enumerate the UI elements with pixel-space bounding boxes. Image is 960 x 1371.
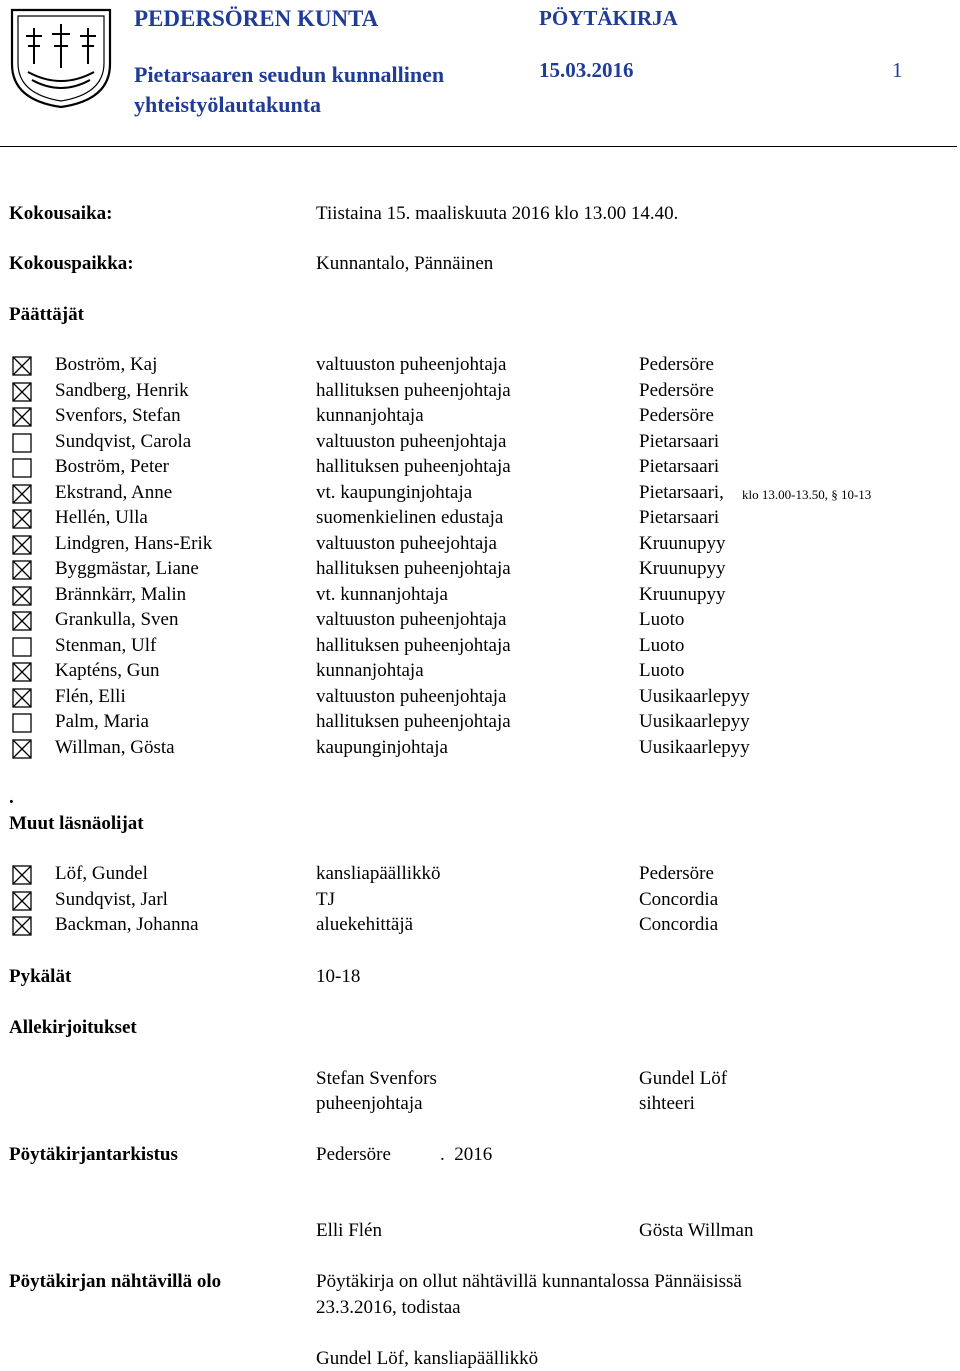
checked-box-icon — [12, 382, 32, 402]
checked-box-icon — [12, 509, 32, 529]
attendee-name: Stenman, Ulf — [55, 634, 157, 656]
checked-box-icon — [12, 916, 32, 936]
attendee-place: Kruunupyy — [639, 583, 726, 605]
secretary-title: sihteeri — [639, 1093, 695, 1114]
attendee-name: Kapténs, Gun — [55, 660, 160, 681]
attendee-name: Backman, Johanna — [55, 914, 199, 935]
others-dot: . — [9, 787, 14, 808]
meeting-time-label: Kokousaika: — [9, 203, 113, 224]
attendance-note: klo 13.00-13.50, § 10-13 — [742, 486, 872, 502]
attendee-name: Sundqvist, Carola — [55, 430, 192, 452]
attendee-place: Uusikaarlepyy — [639, 711, 750, 732]
attendee-place: Pedersöre — [639, 405, 714, 426]
attendee-name: Sandberg, Henrik — [55, 379, 189, 401]
coat-of-arms-icon — [8, 6, 114, 110]
attendee-role: kaupunginjohtaja — [316, 736, 448, 758]
attendee-place: Pedersöre — [639, 863, 714, 884]
checked-box-icon — [12, 356, 32, 376]
attendee-role: hallituksen puheenjohtaja — [316, 634, 511, 656]
others-heading: Muut läsnäolijat — [9, 813, 144, 834]
attendee-role: valtuuston puheenjohtaja — [316, 354, 507, 375]
attendee-role: vt. kaupunginjohtaja — [316, 481, 473, 503]
empty-box-icon — [12, 637, 32, 657]
attendee-role: TJ — [316, 888, 335, 910]
attendee-name: Löf, Gundel — [55, 863, 148, 884]
attendee-place: Concordia — [639, 888, 719, 910]
attendee-role: vt. kunnanjohtaja — [316, 583, 448, 605]
attendee-name: Palm, Maria — [55, 711, 149, 732]
attendee-place: Pedersöre — [639, 354, 714, 375]
attendee-place: Kruunupyy — [639, 558, 726, 579]
attendee-name: Svenfors, Stefan — [55, 405, 181, 426]
attendee-name: Ekstrand, Anne — [55, 481, 173, 503]
attendee-place: Pietarsaari, — [639, 481, 724, 503]
attendee-role: valtuuston puheenjohtaja — [316, 430, 507, 452]
meeting-place-label: Kokouspaikka: — [9, 253, 134, 274]
reviewer-2: Gösta Willman — [639, 1220, 754, 1241]
attendee-place: Kruunupyy — [639, 532, 726, 554]
empty-box-icon — [12, 713, 32, 733]
meeting-place-value: Kunnantalo, Pännäinen — [316, 253, 494, 274]
attendee-name: Sundqvist, Jarl — [55, 888, 168, 910]
document-type: PÖYTÄKIRJA — [539, 6, 678, 30]
empty-box-icon — [12, 433, 32, 453]
empty-box-icon — [12, 458, 32, 478]
display-signer: Gundel Löf, kansliapäällikkö — [316, 1348, 539, 1369]
checked-box-icon — [12, 535, 32, 555]
attendee-place: Luoto — [639, 660, 685, 681]
attendee-place: Pietarsaari — [639, 507, 720, 528]
attendee-place: Uusikaarlepyy — [639, 736, 750, 758]
attendee-role: hallituksen puheenjohtaja — [316, 558, 511, 579]
pykalat-label: Pykälät — [9, 966, 72, 987]
attendee-place: Luoto — [639, 634, 685, 656]
display-text-line2: 23.3.2016, todistaa — [316, 1297, 461, 1318]
checked-box-icon — [12, 484, 32, 504]
attendee-role: kansliapäällikkö — [316, 863, 441, 884]
header-divider — [0, 146, 957, 147]
checked-box-icon — [12, 739, 32, 759]
committee-name-line1: Pietarsaaren seudun kunnallinen — [134, 62, 445, 87]
municipality-name: PEDERSÖREN KUNTA — [134, 6, 379, 31]
attendee-place: Luoto — [639, 609, 685, 630]
meeting-time-value: Tiistaina 15. maaliskuuta 2016 klo 13.00 14.40. — [316, 203, 679, 224]
checked-box-icon — [12, 611, 32, 631]
attendee-role: hallituksen puheenjohtaja — [316, 456, 511, 477]
page-number: 1 — [892, 58, 903, 82]
checked-box-icon — [12, 688, 32, 708]
committee-name-line2: yhteistyölautakunta — [134, 92, 322, 117]
display-label: Pöytäkirjan nähtävillä olo — [9, 1271, 222, 1292]
decision-makers-heading: Päättäjät — [9, 304, 84, 325]
attendee-role: valtuuston puheenjohtaja — [316, 685, 507, 707]
attendee-name: Boström, Kaj — [55, 354, 158, 375]
checked-box-icon — [12, 560, 32, 580]
attendee-place: Pietarsaari — [639, 430, 720, 452]
attendee-place: Pedersöre — [639, 379, 714, 401]
attendee-name: Lindgren, Hans-Erik — [55, 532, 213, 554]
display-text-line1: Pöytäkirja on ollut nähtävillä kunnantalossa Pännäisissä — [316, 1271, 742, 1292]
reviewer-1: Elli Flén — [316, 1220, 382, 1241]
attendee-name: Flén, Elli — [55, 685, 126, 707]
attendee-name: Grankulla, Sven — [55, 609, 179, 630]
review-date: . 2016 — [440, 1144, 493, 1165]
review-place: Pedersöre — [316, 1144, 391, 1165]
attendee-name: Hellén, Ulla — [55, 507, 148, 528]
attendee-role: aluekehittäjä — [316, 914, 414, 935]
attendee-role: kunnanjohtaja — [316, 660, 424, 681]
chair-title: puheenjohtaja — [316, 1093, 423, 1114]
document-date: 15.03.2016 — [539, 58, 634, 82]
checked-box-icon — [12, 586, 32, 606]
attendee-role: hallituksen puheenjohtaja — [316, 711, 511, 732]
attendee-place: Pietarsaari — [639, 456, 720, 477]
attendee-role: kunnanjohtaja — [316, 405, 424, 426]
attendee-role: valtuuston puheenjohtaja — [316, 609, 507, 630]
checked-box-icon — [12, 891, 32, 911]
attendee-place: Uusikaarlepyy — [639, 685, 750, 707]
attendee-place: Concordia — [639, 914, 719, 935]
chair-name: Stefan Svenfors — [316, 1068, 437, 1089]
checked-box-icon — [12, 865, 32, 885]
review-label: Pöytäkirjantarkistus — [9, 1144, 178, 1165]
attendee-name: Brännkärr, Malin — [55, 583, 187, 605]
attendee-role: hallituksen puheenjohtaja — [316, 379, 511, 401]
attendee-role: valtuuston puheejohtaja — [316, 532, 497, 554]
attendee-name: Willman, Gösta — [55, 736, 175, 758]
secretary-name: Gundel Löf — [639, 1068, 728, 1089]
checked-box-icon — [12, 407, 32, 427]
pykalat-value: 10-18 — [316, 966, 361, 987]
checked-box-icon — [12, 662, 32, 682]
attendee-name: Boström, Peter — [55, 456, 169, 477]
attendee-role: suomenkielinen edustaja — [316, 507, 504, 528]
signatures-label: Allekirjoitukset — [9, 1017, 137, 1038]
attendee-name: Byggmästar, Liane — [55, 558, 199, 579]
